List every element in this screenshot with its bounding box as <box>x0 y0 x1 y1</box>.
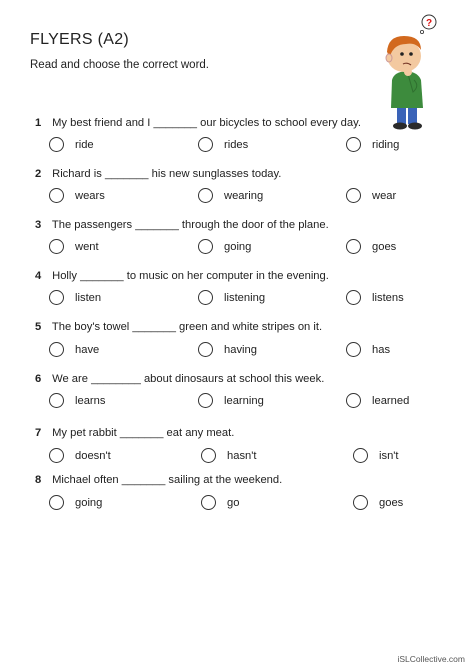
option-go[interactable] <box>201 495 239 510</box>
question-number: 1 <box>35 117 42 129</box>
option-goes[interactable] <box>346 239 396 254</box>
option-label: goes <box>379 496 404 509</box>
option-isnt[interactable] <box>353 448 399 463</box>
option-label: wears <box>75 189 105 202</box>
question-2 <box>35 168 455 180</box>
option-ride[interactable] <box>49 137 94 152</box>
option-riding[interactable] <box>346 137 399 152</box>
radio-button[interactable] <box>49 188 64 203</box>
instruction-text: Read and choose the correct word. <box>30 59 209 71</box>
question-text: The boy's towel _______ green and white stripes on it. <box>51 321 323 333</box>
radio-button[interactable] <box>198 188 213 203</box>
option-label: have <box>75 343 100 356</box>
radio-button[interactable] <box>201 495 216 510</box>
question-7 <box>35 427 455 439</box>
radio-button[interactable] <box>49 495 64 510</box>
question-number: 7 <box>35 427 42 439</box>
option-label: rides <box>224 138 249 151</box>
question-text: The passengers _______ through the door of the plane. <box>51 219 329 231</box>
question-1 <box>35 117 455 129</box>
question-text: We are ________ about dinosaurs at school this week. <box>52 373 325 385</box>
option-label: having <box>224 343 257 356</box>
radio-button[interactable] <box>346 393 361 408</box>
radio-button[interactable] <box>49 137 64 152</box>
worksheet-title: FLYERS (A2) <box>30 31 130 48</box>
radio-button[interactable] <box>346 188 361 203</box>
radio-button[interactable] <box>346 239 361 254</box>
radio-button[interactable] <box>198 342 213 357</box>
question-number: 4 <box>35 270 42 282</box>
option-has[interactable] <box>346 342 390 357</box>
question-8 <box>35 474 455 486</box>
radio-button[interactable] <box>49 290 64 305</box>
radio-button[interactable] <box>353 448 368 463</box>
question-number: 5 <box>35 321 42 333</box>
option-went[interactable] <box>49 239 99 254</box>
option-label: going <box>75 496 103 509</box>
option-label: hasn't <box>227 449 257 462</box>
option-hasnt[interactable] <box>201 448 257 463</box>
radio-button[interactable] <box>198 290 213 305</box>
question-number: 8 <box>35 474 42 486</box>
option-listening[interactable] <box>198 290 265 305</box>
option-label: learns <box>75 394 106 407</box>
option-label: goes <box>372 240 397 253</box>
option-label: listens <box>372 291 404 304</box>
option-going[interactable] <box>49 495 102 510</box>
option-label: riding <box>372 138 400 151</box>
question-mark: ? <box>425 18 433 29</box>
option-label: learned <box>372 394 410 407</box>
question-text: My best friend and I _______ our bicycles to school every day. <box>52 117 361 129</box>
question-3 <box>35 219 455 231</box>
footer-watermark: iSLCollective.com <box>397 654 465 664</box>
option-label: isn't <box>379 449 399 462</box>
radio-button[interactable] <box>346 342 361 357</box>
option-rides[interactable] <box>198 137 248 152</box>
radio-button[interactable] <box>49 342 64 357</box>
option-wears[interactable] <box>49 188 105 203</box>
radio-button[interactable] <box>353 495 368 510</box>
option-label: doesn't <box>75 449 111 462</box>
question-number: 3 <box>35 219 42 231</box>
option-listen[interactable] <box>49 290 101 305</box>
radio-button[interactable] <box>198 137 213 152</box>
radio-button[interactable] <box>346 137 361 152</box>
radio-button[interactable] <box>198 239 213 254</box>
option-doesnt[interactable] <box>49 448 111 463</box>
option-label: wearing <box>224 189 264 202</box>
question-text: My pet rabbit _______ eat any meat. <box>52 427 235 439</box>
option-have[interactable] <box>49 342 99 357</box>
option-listens[interactable] <box>346 290 404 305</box>
option-label: wear <box>372 189 397 202</box>
option-label: ride <box>75 138 94 151</box>
radio-button[interactable] <box>49 239 64 254</box>
option-label: has <box>372 343 391 356</box>
question-number: 6 <box>35 373 42 385</box>
radio-button[interactable] <box>201 448 216 463</box>
option-label: go <box>227 496 240 509</box>
option-label: went <box>75 240 99 253</box>
question-6 <box>35 373 455 385</box>
question-4 <box>35 270 455 282</box>
option-having[interactable] <box>198 342 257 357</box>
question-text: Holly _______ to music on her computer in the evening. <box>52 270 329 282</box>
option-label: learning <box>224 394 264 407</box>
option-learning[interactable] <box>198 393 264 408</box>
option-wearing[interactable] <box>198 188 263 203</box>
option-wear[interactable] <box>346 188 396 203</box>
option-learns[interactable] <box>49 393 105 408</box>
option-learned[interactable] <box>346 393 409 408</box>
question-text: Michael often _______ sailing at the weekend. <box>52 474 283 486</box>
option-goes[interactable] <box>353 495 403 510</box>
question-text: Richard is _______ his new sunglasses today. <box>52 168 282 180</box>
option-going[interactable] <box>198 239 251 254</box>
radio-button[interactable] <box>198 393 213 408</box>
option-label: listening <box>224 291 266 304</box>
radio-button[interactable] <box>346 290 361 305</box>
option-label: listen <box>75 291 102 304</box>
thinking-boy-icon <box>380 14 460 132</box>
radio-button[interactable] <box>49 448 64 463</box>
question-number: 2 <box>35 168 42 180</box>
option-label: going <box>224 240 252 253</box>
radio-button[interactable] <box>49 393 64 408</box>
question-5 <box>35 321 455 333</box>
